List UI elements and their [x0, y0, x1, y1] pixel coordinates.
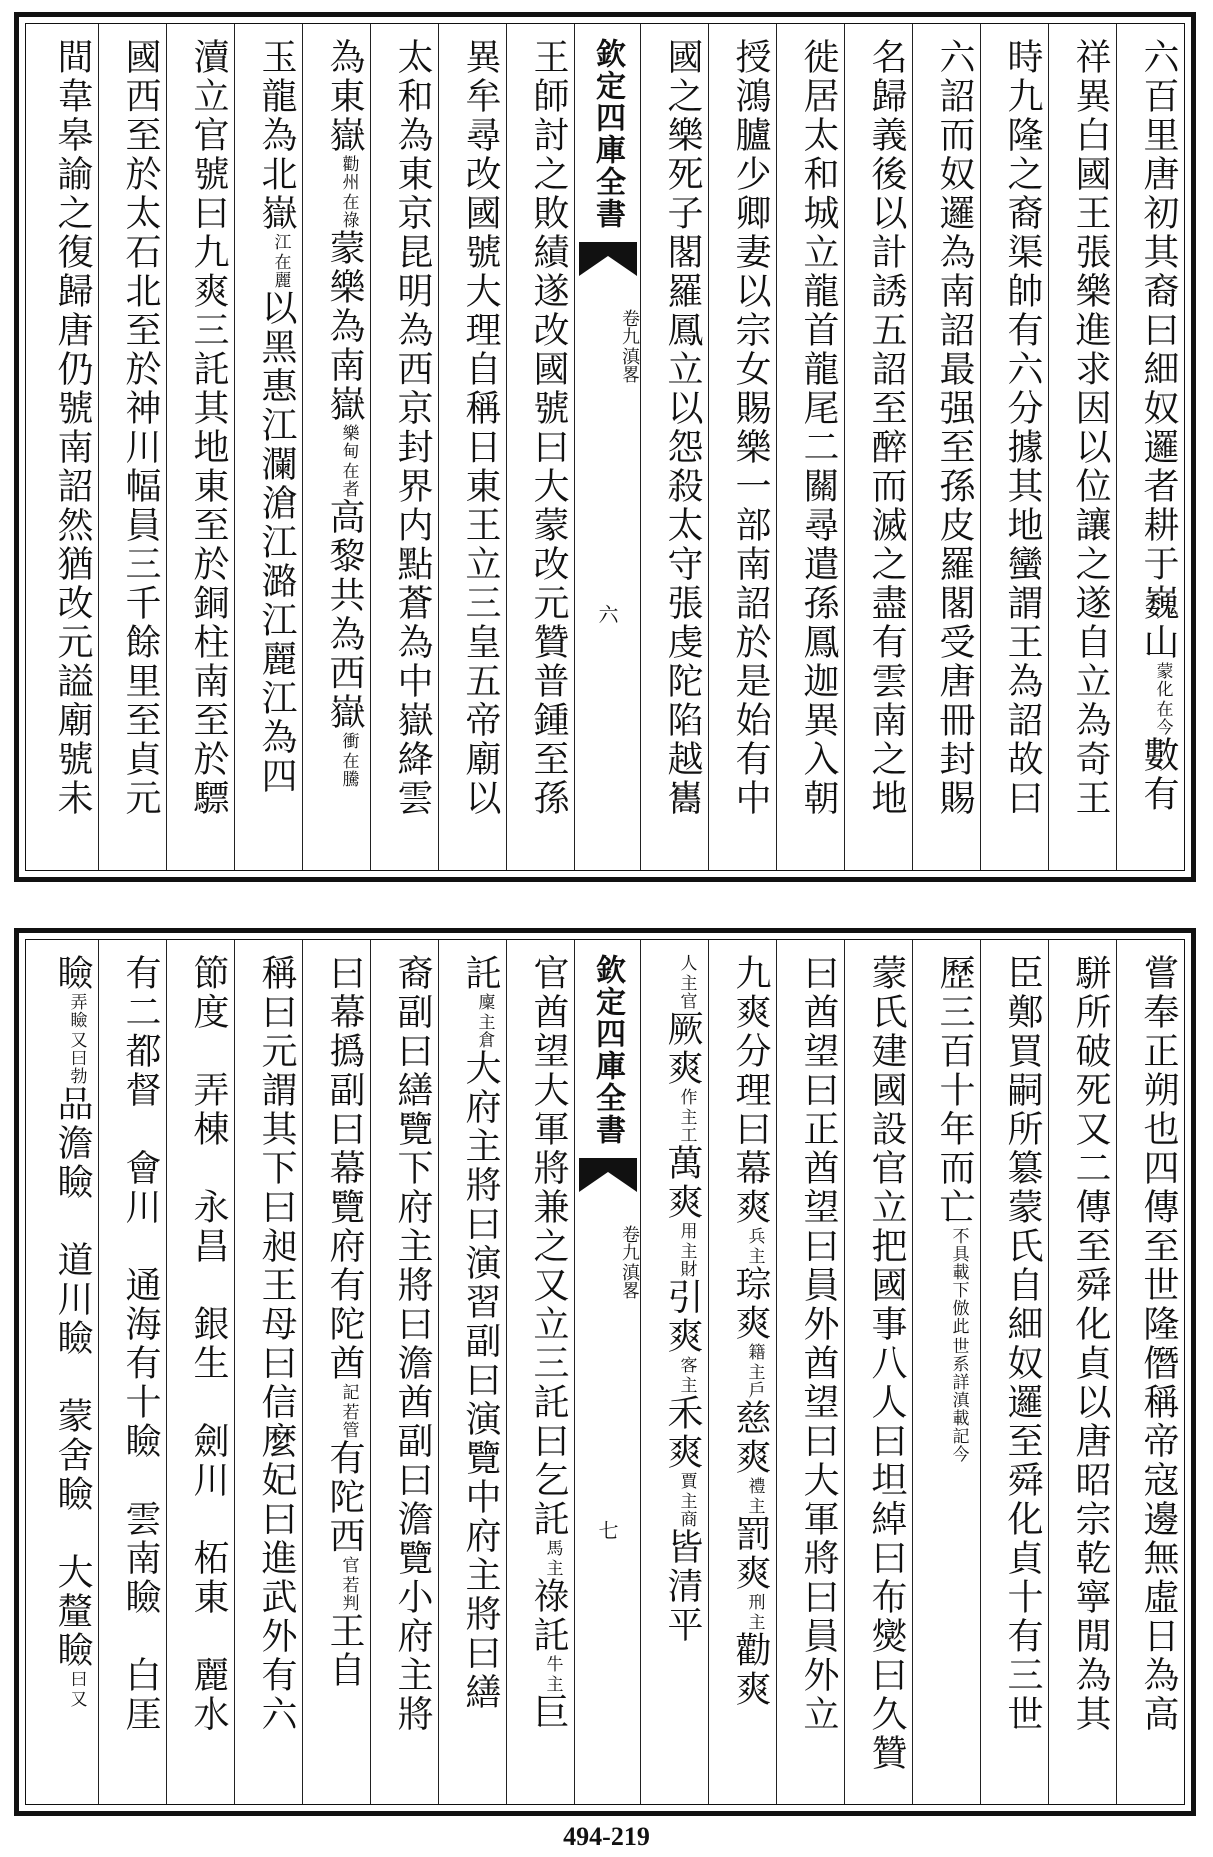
- main-text: 高黎共為西嶽: [324, 498, 365, 732]
- note-line: 記: [338, 1383, 359, 1401]
- note-line: 官: [338, 1556, 359, 1574]
- interlinear-note: [67, 993, 87, 1085]
- note-line: 主財: [676, 1242, 697, 1278]
- bottom-page-text-column-left-4: [302, 940, 370, 1804]
- main-text: 曰幕撝副曰幕覽府有陀酋: [324, 954, 365, 1383]
- main-text: 歷三百十年而亡: [934, 954, 975, 1227]
- main-text: 玉龍為北嶽: [256, 38, 297, 233]
- top-page-text-column-left-1: [506, 24, 574, 870]
- bottom-page-text-column-left-1: [506, 940, 574, 1804]
- top-page-text-column-right-8: [640, 24, 708, 870]
- main-text: 有陀西: [324, 1439, 365, 1556]
- column-text: [99, 954, 166, 1796]
- main-text: 巨: [528, 1693, 569, 1732]
- interlinear-note: [271, 233, 291, 289]
- note-line: 作: [676, 1088, 697, 1106]
- main-text: 琮爽: [730, 1265, 771, 1343]
- interlinear-note: [677, 1222, 697, 1278]
- interlinear-note: [677, 1472, 697, 1528]
- bottom-page-columns: [25, 939, 1185, 1805]
- main-text: 官酋望大軍將兼之又立三託曰乞託: [528, 954, 569, 1539]
- note-line: 主官: [676, 974, 697, 1010]
- volume-line: 卷九: [619, 1225, 640, 1261]
- interlinear-note: [745, 1343, 765, 1399]
- column-text: [1049, 954, 1116, 1796]
- bottom-page-text-column-right-2: [1048, 940, 1116, 1804]
- main-text: 厥爽: [662, 1010, 703, 1088]
- top-page-text-column-left-5: [234, 24, 302, 870]
- top-page-text-column-left-8: [30, 24, 98, 870]
- main-text: 徙居太和城立龍首龍尾二關尋遣孫鳳迦異入朝: [798, 38, 839, 818]
- note-line: 籍: [744, 1343, 765, 1361]
- interlinear-note: [475, 993, 495, 1049]
- bottom-page-center-fold: [574, 940, 640, 1804]
- bottom-page-text-column-left-2: [438, 940, 506, 1804]
- book-title: 欽定四庫全書: [590, 954, 625, 1146]
- main-text: 節度 弄棟 永昌 銀生 劍川 柘東 麗水: [188, 954, 229, 1734]
- main-text: 皆清平: [662, 1528, 703, 1645]
- column-text: [845, 954, 912, 1796]
- note-line: 又曰勃: [66, 1031, 87, 1085]
- note-line: 馬: [542, 1539, 563, 1557]
- main-text: 王自: [324, 1612, 365, 1690]
- bottom-page-text-column-right-5: [844, 940, 912, 1804]
- note-line: 衝: [338, 732, 359, 750]
- note-line: 人: [676, 954, 697, 972]
- note-line: 兵: [744, 1227, 765, 1245]
- interlinear-note: [745, 1227, 765, 1265]
- column-text: [641, 38, 708, 862]
- main-text: 嘗奉正朔也四傳至世隆僭稱帝寇邊無虛日為高: [1138, 954, 1179, 1734]
- note-line: 不具載下倣此: [948, 1227, 969, 1335]
- top-page-text-column-left-3: [370, 24, 438, 870]
- bottom-page-text-column-left-7: [98, 940, 166, 1804]
- note-line: 世系詳滇載記今: [948, 1337, 969, 1463]
- interlinear-note: [339, 155, 359, 229]
- column-text: [303, 954, 370, 1796]
- main-text: 裔副曰繕覽下府主將曰澹酋副曰澹覽小府主將: [392, 954, 433, 1734]
- main-text: 名歸義後以計誘五詔至醉而滅之盡有雲南之地: [866, 38, 907, 818]
- column-text: [709, 38, 776, 862]
- note-line: 樂甸: [338, 424, 359, 460]
- bottom-page-text-column-left-5: [234, 940, 302, 1804]
- note-line: 若管: [338, 1403, 359, 1439]
- top-page-text-column-right-5: [844, 24, 912, 870]
- note-line: 用: [676, 1222, 697, 1240]
- volume-label: [575, 1225, 640, 1299]
- top-page-text-column-left-6: [166, 24, 234, 870]
- column-text: [439, 954, 506, 1796]
- volume-line: 滇畧: [619, 1263, 640, 1299]
- column-text: [913, 38, 980, 862]
- main-text: 國西至於太石北至於神川幅員三千餘里至貞元: [120, 38, 161, 818]
- interlinear-note: [339, 732, 359, 788]
- main-text: 引爽: [662, 1278, 703, 1356]
- main-text: 瀆立官號曰九爽三託其地東至於銅柱南至於驃: [188, 38, 229, 818]
- interlinear-note: [677, 1356, 697, 1394]
- column-text: [641, 954, 708, 1796]
- column-text: [30, 954, 98, 1796]
- note-line: 在麗: [270, 253, 291, 289]
- top-page-columns: [25, 23, 1185, 871]
- main-text: 以黑惠江瀾滄江潞江麗江為四: [256, 289, 297, 796]
- note-line: 賈: [676, 1472, 697, 1490]
- page-code: 494-219: [563, 1822, 650, 1851]
- column-text: [777, 38, 844, 862]
- interlinear-note: [339, 1383, 359, 1439]
- note-line: 禮: [744, 1477, 765, 1495]
- column-text: [507, 38, 574, 862]
- main-text: 九爽分理曰幕爽: [730, 954, 771, 1227]
- main-text: 六百里唐初其裔曰細奴邏者耕于巍山: [1138, 38, 1179, 662]
- note-line: 主倉: [474, 1013, 495, 1049]
- column-text: [777, 954, 844, 1796]
- top-page-text-column-right-6: [776, 24, 844, 870]
- volume-label: [575, 309, 640, 383]
- main-text: 瞼: [52, 954, 93, 993]
- column-text: [507, 954, 574, 1796]
- bottom-page-text-column-right-8: [640, 940, 708, 1804]
- main-text: 數有: [1138, 736, 1179, 814]
- main-text: 太和為東京昆明為西京封界内點蒼為中嶽絳雲: [392, 38, 433, 818]
- interlinear-note: [67, 1670, 87, 1708]
- main-text: 品澹瞼 道川瞼 蒙舍瞼 大釐瞼: [52, 1085, 93, 1670]
- note-line: 在今: [1152, 700, 1173, 736]
- folio-number: 七: [595, 1520, 619, 1540]
- bottom-page-text-column-left-6: [166, 940, 234, 1804]
- note-line: 曰: [66, 1670, 87, 1688]
- main-text: 慈爽: [730, 1399, 771, 1477]
- column-text: [1049, 38, 1116, 862]
- note-line: 勸州: [338, 155, 359, 191]
- top-page-text-column-right-4: [912, 24, 980, 870]
- main-text: 蒙樂為南嶽: [324, 229, 365, 424]
- main-text: 大府主將曰演習副曰演覽中府主將曰繕: [460, 1049, 501, 1712]
- note-line: 客: [676, 1356, 697, 1374]
- note-line: 廩: [474, 993, 495, 1011]
- column-text: [167, 38, 234, 862]
- main-text: 蒙氏建國設官立把國事八人曰坦綽曰布爕曰久贊: [866, 954, 907, 1773]
- interlinear-note: [745, 1477, 765, 1515]
- note-line: 蒙化: [1152, 662, 1173, 698]
- column-text: [30, 38, 98, 862]
- main-text: 萬爽: [662, 1144, 703, 1222]
- main-text: 國之樂死子閣羅鳳立以怨殺太守張虔陀陷越巂: [662, 38, 703, 818]
- note-line: 在祿: [338, 193, 359, 229]
- column-text: [709, 954, 776, 1796]
- main-text: 間韋皋諭之復歸唐仍號南詔然猶改元謚廟號未: [52, 38, 93, 818]
- column-text: [371, 38, 438, 862]
- interlinear-note: [1153, 662, 1173, 736]
- note-line: 江: [270, 233, 291, 251]
- interlinear-note: [677, 954, 697, 1010]
- interlinear-note: [543, 1539, 563, 1577]
- bottom-page-text-column-right-4: [912, 940, 980, 1804]
- bottom-page-text-column-right-6: [776, 940, 844, 1804]
- note-line: 在者: [338, 462, 359, 498]
- main-text: 有二都督 會川 通海有十瞼 雲南瞼 白厓: [120, 954, 161, 1734]
- top-page-text-column-left-4: [302, 24, 370, 870]
- note-line: 主工: [676, 1108, 697, 1144]
- column-text: [167, 954, 234, 1796]
- top-page-text-column-right-1: [1116, 24, 1184, 870]
- note-line: 主戶: [744, 1363, 765, 1399]
- top-page-text-column-left-2: [438, 24, 506, 870]
- note-line: 主: [744, 1247, 765, 1265]
- main-text: 稱曰元謂其下曰昶王母曰信麼妃曰進武外有六: [256, 954, 297, 1734]
- note-line: 牛: [542, 1655, 563, 1673]
- fish-tail-mark-icon: [579, 242, 637, 276]
- main-text: 祿託: [528, 1577, 569, 1655]
- folio-number: 六: [595, 604, 619, 624]
- bottom-page-text-column-left-3: [370, 940, 438, 1804]
- top-page-text-column-right-3: [980, 24, 1048, 870]
- main-text: 託: [460, 954, 501, 993]
- main-text: 授鴻臚少卿妻以宗女賜樂一部南詔於是始有中: [730, 38, 771, 818]
- bottom-page-text-column-right-1: [1116, 940, 1184, 1804]
- note-line: 主: [744, 1613, 765, 1631]
- interlinear-note: [745, 1593, 765, 1631]
- interlinear-note: [339, 424, 359, 498]
- top-page-center-fold: [574, 24, 640, 870]
- note-line: 主: [542, 1559, 563, 1577]
- interlinear-note: [949, 1227, 969, 1463]
- column-text: [913, 954, 980, 1796]
- main-text: 禾爽: [662, 1394, 703, 1472]
- column-text: [981, 38, 1048, 862]
- volume-line: 卷九: [619, 309, 640, 345]
- volume-line: 滇畧: [619, 347, 640, 383]
- fish-tail-mark-icon: [579, 1158, 637, 1192]
- top-page-text-column-left-7: [98, 24, 166, 870]
- bottom-page-text-column-right-7: [708, 940, 776, 1804]
- column-text: [235, 38, 302, 862]
- column-text: [1117, 954, 1184, 1796]
- note-line: 主: [676, 1376, 697, 1394]
- main-text: 駢所破死又二傳至舜化貞以唐昭宗乾寧閒為其: [1070, 954, 1111, 1734]
- main-text: 為東嶽: [324, 38, 365, 155]
- bottom-page-text-column-right-3: [980, 940, 1048, 1804]
- main-text: 時九隆之裔渠帥有六分據其地蠻謂王為詔故曰: [1002, 38, 1043, 818]
- note-line: 若判: [338, 1576, 359, 1612]
- note-line: 在騰: [338, 752, 359, 788]
- note-line: 又: [66, 1690, 87, 1708]
- main-text: 六詔而奴邏為南詔最强至孫皮羅閣受唐冊封賜: [934, 38, 975, 818]
- main-text: 王師討之敗績遂改國號曰大蒙改元贊普鍾至孫: [528, 38, 569, 818]
- note-line: 刑: [744, 1593, 765, 1611]
- main-text: 異牟尋改國號大理自稱日東王立三皇五帝廟以: [460, 38, 501, 818]
- interlinear-note: [677, 1088, 697, 1144]
- main-text: 勸爽: [730, 1631, 771, 1709]
- top-page-text-column-right-2: [1048, 24, 1116, 870]
- column-text: [303, 38, 370, 862]
- column-text: [99, 38, 166, 862]
- column-text: [235, 954, 302, 1796]
- interlinear-note: [339, 1556, 359, 1612]
- column-text: [845, 38, 912, 862]
- main-text: 罰爽: [730, 1515, 771, 1593]
- interlinear-note: [543, 1655, 563, 1693]
- top-page-text-column-right-7: [708, 24, 776, 870]
- note-line: 弄瞼: [66, 993, 87, 1029]
- top-page-frame: [14, 12, 1196, 882]
- book-title: 欽定四庫全書: [590, 38, 625, 230]
- note-line: 主: [542, 1675, 563, 1693]
- column-text: [1117, 38, 1184, 862]
- bottom-page-frame: [14, 928, 1196, 1816]
- note-line: 主: [744, 1497, 765, 1515]
- note-line: 主商: [676, 1492, 697, 1528]
- main-text: 祥異白國王張樂進求因以位讓之遂自立為奇王: [1070, 38, 1111, 818]
- main-text: 臣鄭買嗣所簒蒙氏自細奴邏至舜化貞十有三世: [1002, 954, 1043, 1734]
- column-text: [371, 954, 438, 1796]
- main-text: 曰酋望曰正酋望曰員外酋望曰大軍將曰員外立: [798, 954, 839, 1734]
- column-text: [981, 954, 1048, 1796]
- bottom-page-text-column-left-8: [30, 940, 98, 1804]
- column-text: [439, 38, 506, 862]
